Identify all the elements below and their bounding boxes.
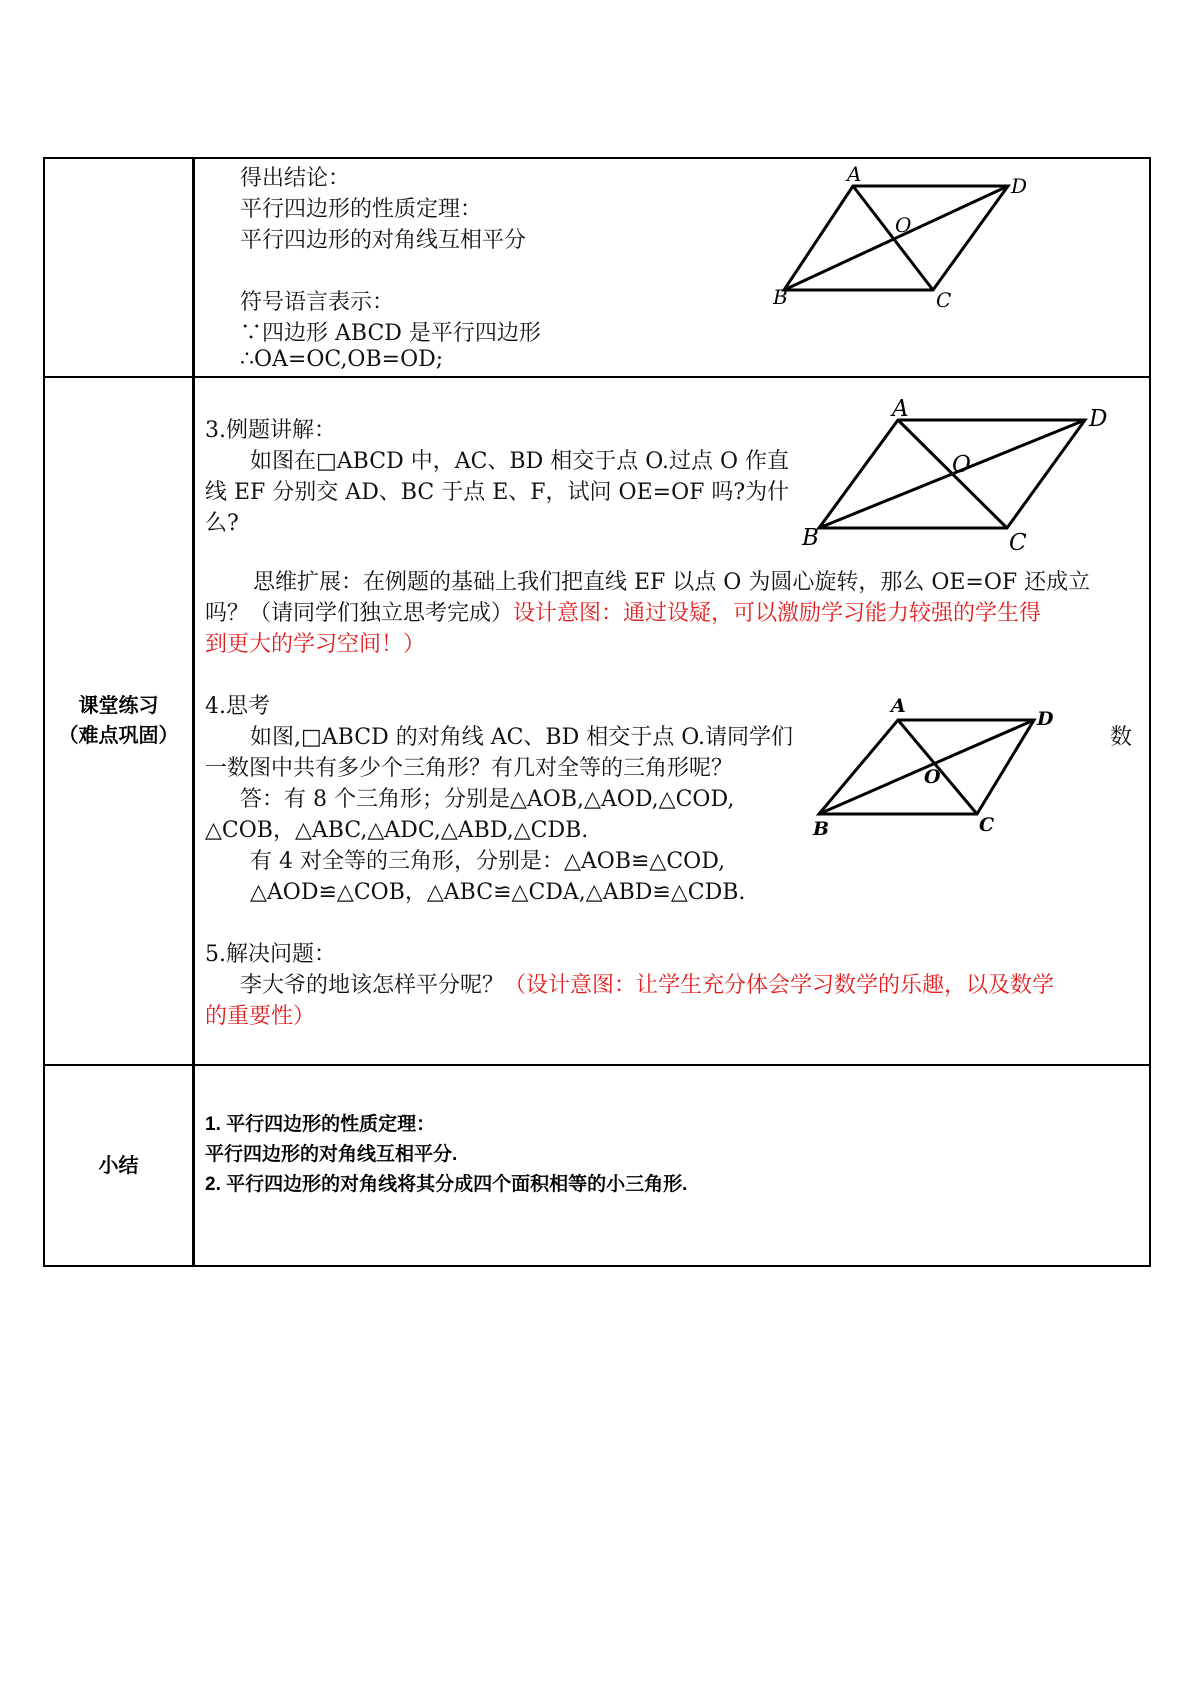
table-row-practice bbox=[44, 377, 1150, 1065]
vertex-label-d: D bbox=[1011, 174, 1028, 198]
design-intent-2a: （设计意图：让学生充分体会学习数学的乐趣，以及数学 bbox=[504, 973, 1055, 998]
fig3-label-c: C bbox=[979, 814, 995, 836]
center-label-o: O bbox=[895, 213, 912, 237]
summary-line1: 1. 平行四边形的性质定理： bbox=[205, 1114, 436, 1135]
example3-text-line3: 么? bbox=[205, 511, 239, 536]
theorem-statement: 平行四边形的对角线互相平分 bbox=[240, 228, 527, 253]
design-intent-2b: 的重要性） bbox=[205, 1004, 316, 1029]
fig3-label-b: B bbox=[813, 818, 830, 838]
design-intent-1b: 到更大的学习空间！） bbox=[205, 632, 426, 657]
conclusion-cell bbox=[194, 158, 1151, 377]
example3-title: 3.例题讲解： bbox=[205, 418, 336, 443]
parallelogram-figure-1 bbox=[773, 159, 1028, 309]
conclusion-heading: 得出结论： bbox=[240, 166, 351, 191]
example4-answer-line1: 答：有 8 个三角形；分别是△AOB,△AOD,△COD, bbox=[240, 787, 735, 812]
example3-text-line2: 线 EF 分别交 AD、BC 于点 E、F，试问 OE=OF 吗?为什 bbox=[205, 480, 790, 505]
example4-text-tail: 数 bbox=[1110, 725, 1133, 750]
example4-text-line1: 如图,□ABCD 的对角线 AC、BD 相交于点 O.请同学们 bbox=[250, 725, 793, 750]
example4-answer-line2: △COB，△ABC,△ADC,△ABD,△CDB. bbox=[205, 818, 589, 843]
lesson-table bbox=[43, 157, 1151, 1267]
table-row-summary bbox=[44, 1065, 1150, 1266]
example3-text-line1: 如图在□ABCD 中，AC、BD 相交于点 O.过点 O 作直 bbox=[250, 449, 789, 474]
extension-line2 bbox=[205, 596, 1041, 627]
parallelogram-figure-2 bbox=[795, 395, 1115, 555]
practice-cell bbox=[194, 377, 1151, 1065]
fig3-label-a: A bbox=[891, 695, 906, 717]
row-label-empty bbox=[44, 158, 194, 377]
summary-line2: 平行四边形的对角线互相平分. bbox=[205, 1144, 458, 1165]
example4-answer-line4: △AOD≌△COB，△ABC≌△CDA,△ABD≌△CDB. bbox=[250, 880, 746, 905]
vertex-label-b: B bbox=[773, 285, 788, 309]
fig2-label-c: C bbox=[1009, 530, 1027, 555]
parallelogram-figure-3 bbox=[805, 688, 1055, 838]
fig2-label-o: O bbox=[952, 452, 971, 478]
summary-cell bbox=[194, 1065, 1151, 1266]
theorem-title: 平行四边形的性质定理： bbox=[240, 197, 483, 222]
extension-question: 吗？（请同学们独立思考完成） bbox=[205, 601, 514, 626]
practice-label-line1: 课堂练习 bbox=[78, 695, 159, 717]
summary-line3: 2. 平行四边形的对角线将其分成四个面积相等的小三角形. bbox=[205, 1174, 688, 1195]
symbolic-given: ∵四边形 ABCD 是平行四边形 bbox=[240, 321, 541, 346]
row-label-practice bbox=[44, 377, 194, 1065]
fig3-label-o: O bbox=[924, 766, 941, 788]
row-label-summary: 小结 bbox=[44, 1065, 194, 1266]
design-intent-1a: 设计意图：通过设疑，可以激励学习能力较强的学生得 bbox=[513, 601, 1042, 626]
symbolic-heading: 符号语言表示： bbox=[240, 290, 395, 315]
vertex-label-c: C bbox=[936, 288, 952, 309]
example5-question: 李大爷的地该怎样平分呢？ bbox=[240, 973, 505, 998]
vertex-label-a: A bbox=[847, 162, 862, 186]
example5-title: 5.解决问题： bbox=[205, 942, 336, 967]
example5-line1 bbox=[240, 968, 1054, 999]
example4-title: 4.思考 bbox=[205, 694, 270, 719]
example4-answer-line3: 有 4 对全等的三角形，分别是：△AOB≌△COD, bbox=[250, 849, 726, 874]
fig3-label-d: D bbox=[1037, 708, 1054, 730]
fig2-label-a: A bbox=[892, 396, 909, 422]
example4-text-line2: 一数图中共有多少个三角形？有几对全等的三角形呢？ bbox=[205, 756, 734, 781]
table-row-conclusion bbox=[44, 158, 1150, 377]
fig2-label-b: B bbox=[802, 525, 819, 551]
symbolic-conclusion: ∴OA=OC,OB=OD; bbox=[240, 347, 444, 372]
extension-line1: 思维扩展：在例题的基础上我们把直线 EF 以点 O 为圆心旋转，那么 OE=OF 还成立 bbox=[253, 570, 1091, 595]
practice-label-line2: （难点巩固） bbox=[58, 725, 179, 747]
fig2-label-d: D bbox=[1089, 406, 1108, 432]
